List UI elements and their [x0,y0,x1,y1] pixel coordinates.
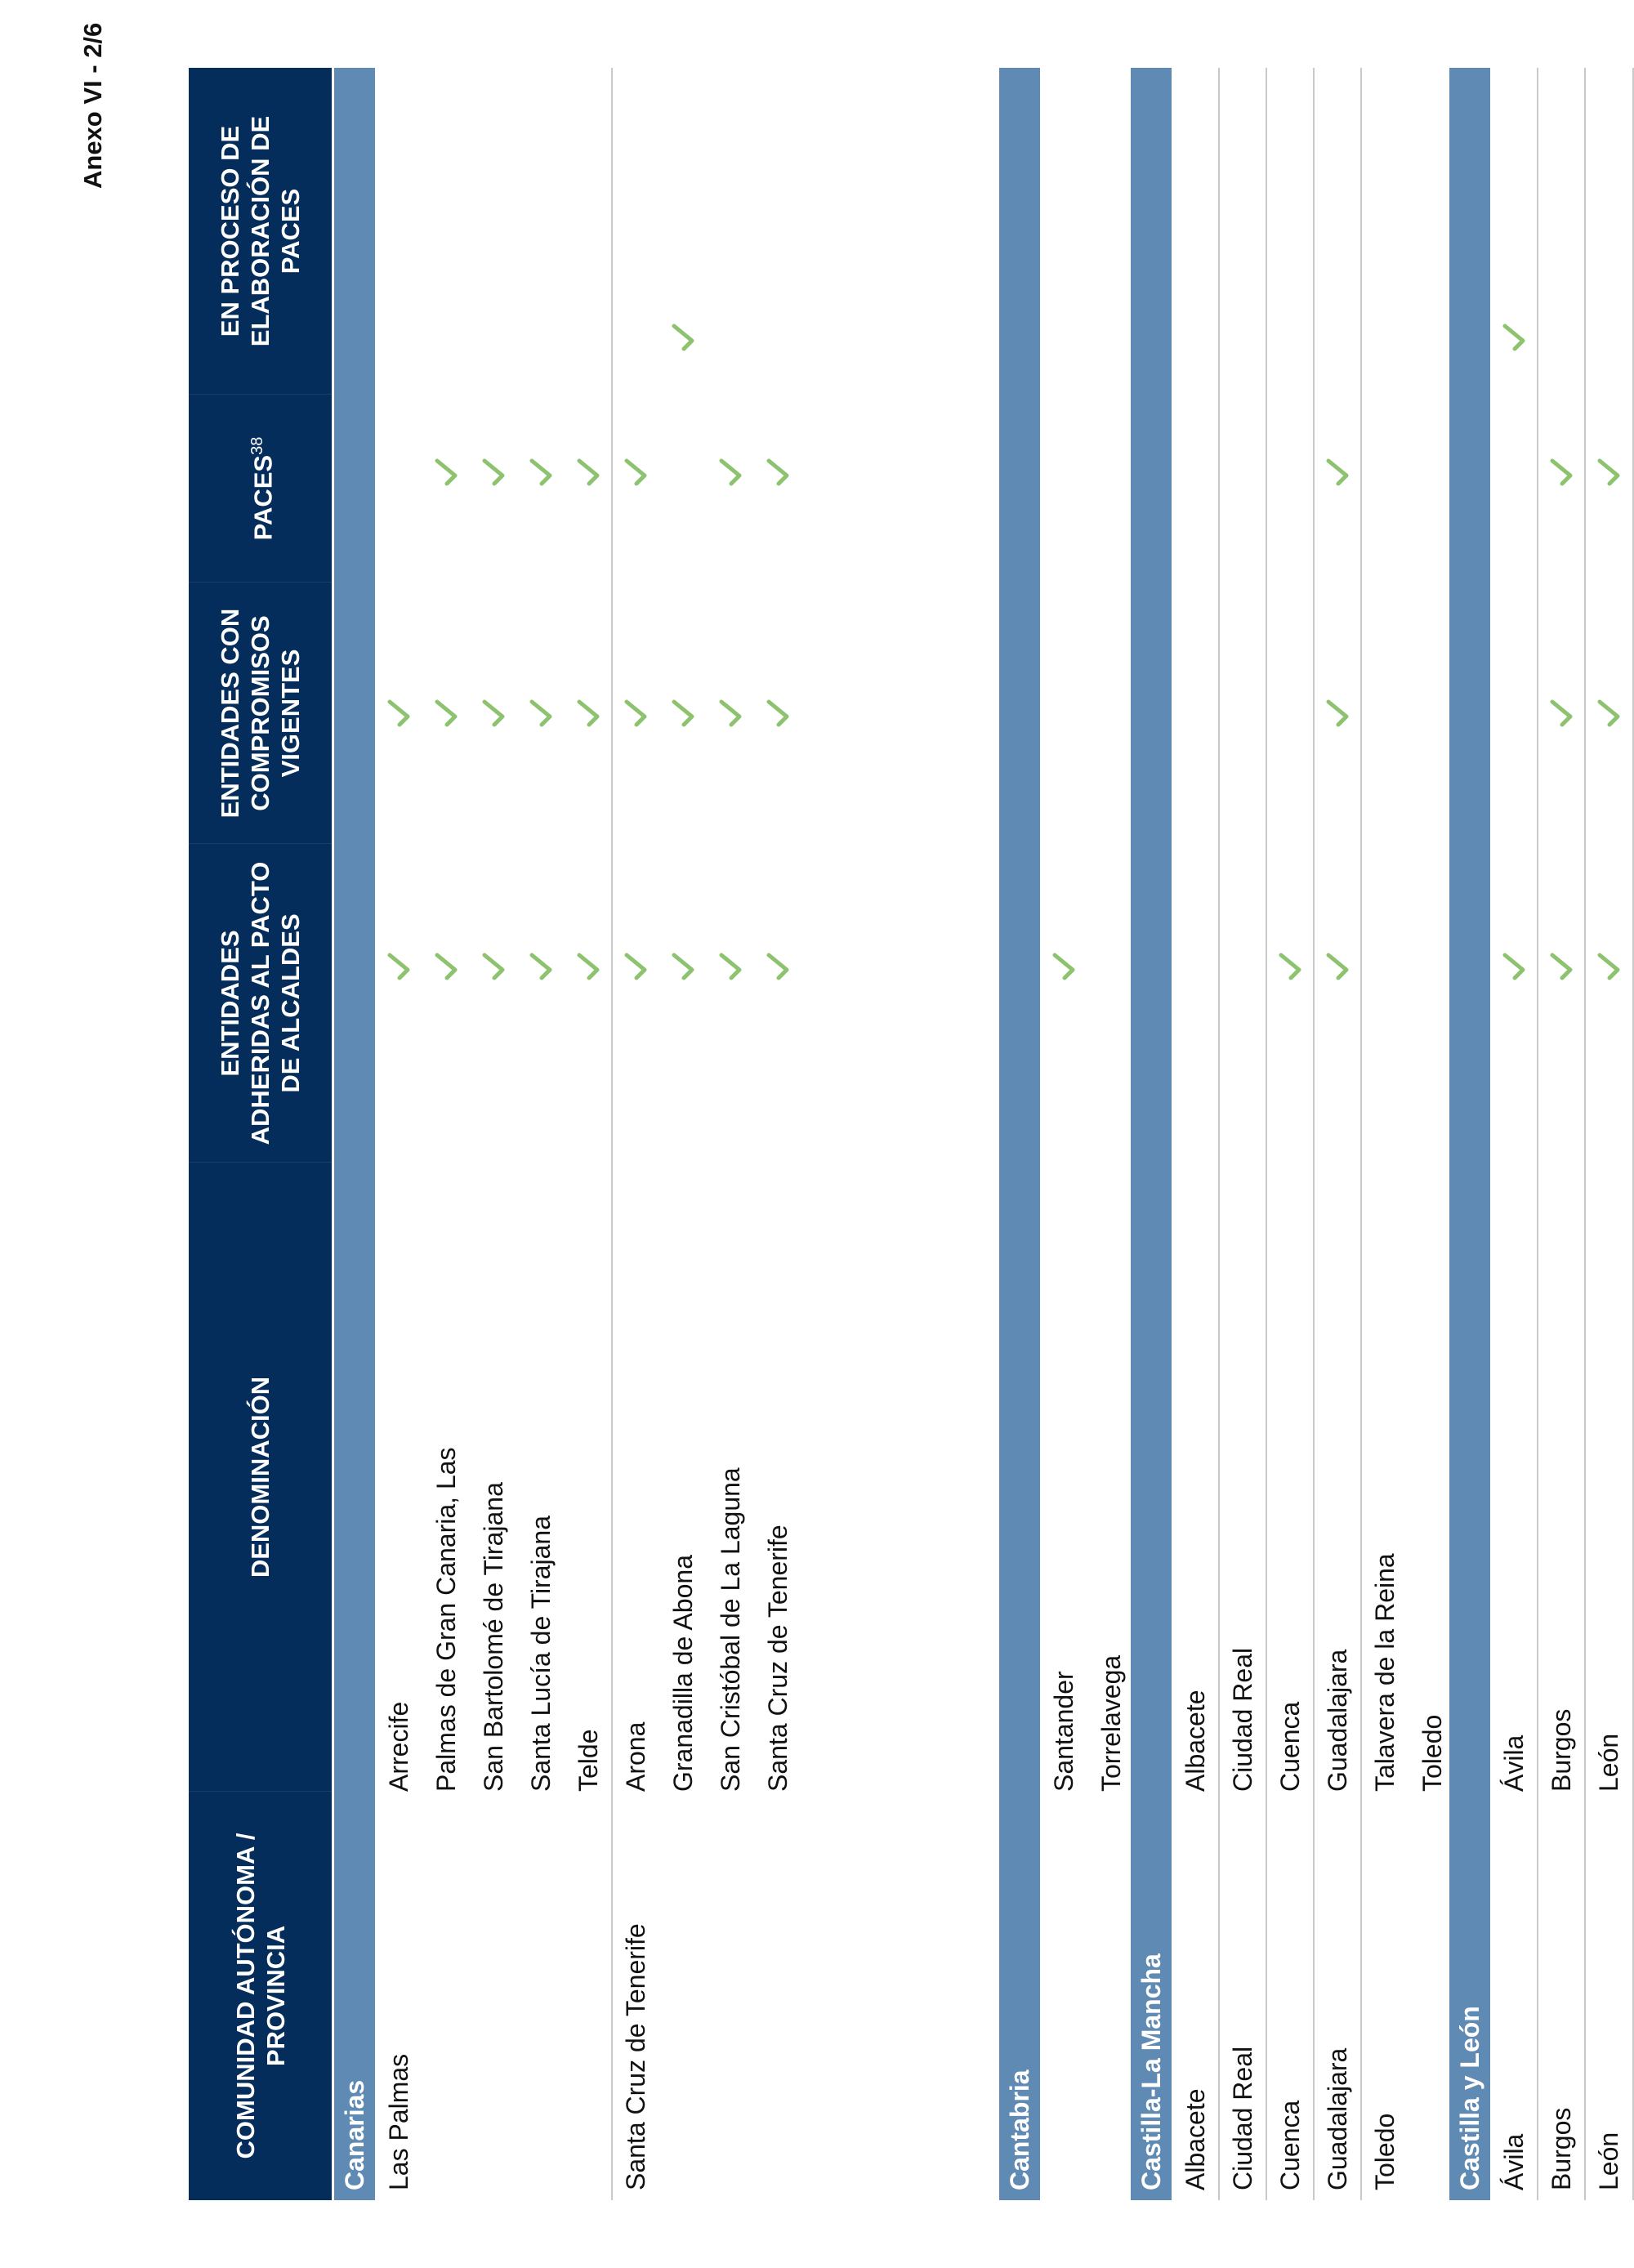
header-denominacion-label: DENOMINACIÓN [246,1376,275,1578]
check-icon [1545,456,1578,489]
provincia-cell: Guadalajara [1323,2047,1352,2190]
check-icon [714,950,747,983]
denominacion-cell: Cuenca [1275,1701,1305,1792]
denominacion-cell: San Cristóbal de La Laguna [716,1467,745,1792]
check-icon [1498,321,1530,354]
check-icon [761,950,794,983]
row-separator [1266,68,1267,2200]
check-icon [1545,950,1578,983]
check-icon [667,321,699,354]
provincia-cell: Cuenca [1275,2100,1305,2190]
denominacion-cell: Torrelavega [1096,1654,1126,1792]
annex-table [189,68,1623,2200]
check-icon [430,697,462,730]
denominacion-cell: Arona [621,1721,650,1792]
header-compromisos-label: ENTIDADES CON COMPROMISOS VIGENTES [216,608,305,819]
denominacion-cell: Telde [574,1729,603,1792]
denominacion-cell: Santa Lucía de Tirajana [526,1515,556,1792]
row-separator [1360,68,1362,2200]
row-separator [1218,68,1220,2200]
denominacion-cell: Burgos [1547,1708,1576,1792]
check-icon [1592,950,1625,983]
region-band: Castilla-La Mancha [1131,68,1172,2200]
check-icon [619,950,652,983]
check-icon [525,456,557,489]
header-paces [189,395,332,583]
check-icon [1321,456,1354,489]
denominacion-cell: Talavera de la Reina [1370,1553,1400,1792]
denominacion-cell: Granadilla de Abona [668,1555,698,1792]
provincia-cell: Ávila [1499,2133,1529,2190]
check-icon [619,697,652,730]
header-pacto-label: ENTIDADES ADHERIDAS AL PACTO DE ALCALDES [216,861,305,1145]
denominacion-cell: Palmas de Gran Canaria, Las [431,1447,461,1792]
header-paces-label: PACES [248,454,278,541]
header-provincia [189,1792,332,2200]
check-icon [477,697,510,730]
header-proceso-label: EN PROCESO DE ELABORACIÓN DE PACES [216,115,305,347]
check-icon [1498,950,1530,983]
check-icon [761,456,794,489]
check-icon [761,697,794,730]
check-icon [430,456,462,489]
denominacion-cell: León [1594,1733,1623,1792]
denominacion-cell: Arrecife [384,1701,413,1792]
provincia-cell: Albacete [1181,2088,1210,2190]
check-icon [714,456,747,489]
header-pacto [189,844,332,1163]
header-compromisos [189,583,332,844]
check-icon [1321,950,1354,983]
denominacion-cell: Santa Cruz de Tenerife [763,1525,792,1792]
check-icon [667,697,699,730]
header-proceso [189,68,332,395]
denominacion-cell: Santander [1049,1671,1078,1792]
provincia-cell: Las Palmas [384,2053,413,2190]
check-icon [382,697,415,730]
check-icon [572,950,605,983]
row-separator [611,68,613,2200]
header-paces-footnote: 38 [248,436,266,455]
check-icon [1321,697,1354,730]
check-icon [430,950,462,983]
denominacion-cell: Ciudad Real [1228,1647,1257,1792]
denominacion-cell: San Bartolomé de Tirajana [479,1482,508,1792]
row-separator [1537,68,1538,2200]
provincia-cell: Toledo [1370,2113,1400,2190]
check-icon [1545,697,1578,730]
table-header [189,68,332,2200]
check-icon [477,456,510,489]
check-icon [572,456,605,489]
check-icon [1274,950,1306,983]
provincia-cell: Santa Cruz de Tenerife [621,1923,650,2190]
header-denominacion [189,1163,332,1792]
region-band: Cantabria [999,68,1040,2200]
row-separator [1584,68,1586,2200]
page-annex-label: Anexo VI - 2/6 [78,23,107,190]
denominacion-cell: Guadalajara [1323,1649,1352,1792]
region-band: Castilla y León [1449,68,1490,2200]
check-icon [1592,456,1625,489]
denominacion-cell: Ávila [1499,1734,1529,1792]
check-icon [477,950,510,983]
provincia-cell: León [1594,2132,1623,2190]
check-icon [382,950,415,983]
denominacion-cell: Albacete [1181,1690,1210,1792]
check-icon [525,950,557,983]
check-icon [525,697,557,730]
check-icon [667,950,699,983]
check-icon [619,456,652,489]
denominacion-cell: Toledo [1417,1714,1447,1792]
row-separator [1313,68,1315,2200]
provincia-cell: Ciudad Real [1228,2046,1257,2190]
header-provincia-label: COMUNIDAD AUTÓNOMA / PROVINCIA [230,1833,290,2159]
region-band: Canarias [334,68,375,2200]
check-icon [714,697,747,730]
check-icon [1592,697,1625,730]
check-icon [1047,950,1080,983]
provincia-cell: Burgos [1547,2107,1576,2190]
check-icon [572,697,605,730]
